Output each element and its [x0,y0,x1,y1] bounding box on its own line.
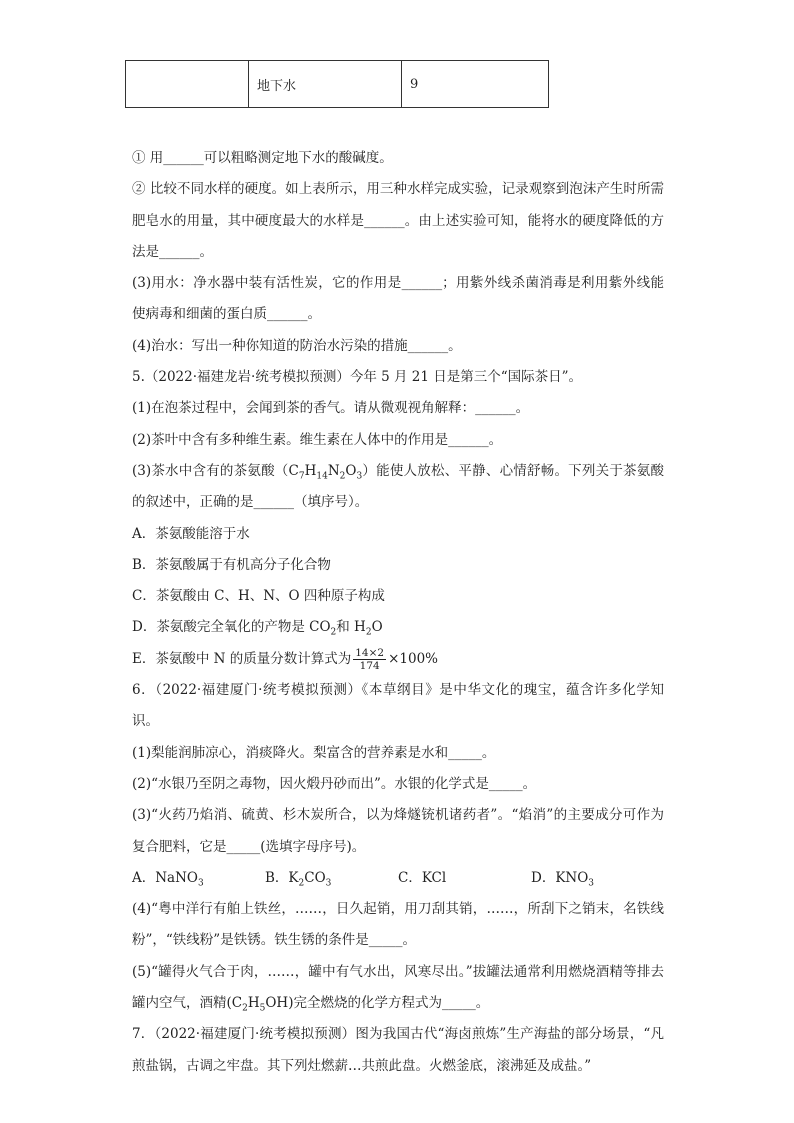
water-sample-table [125,60,549,108]
table-row [126,61,549,108]
q4-2-1: ① 用______可以粗略测定地下水的酸碱度。 [132,150,393,166]
q4-2-2: ② 比较不同水样的硬度。如上表所示，用三种水样完成实验，记录观察到泡沫产生时所需肥皂水的用量，其中硬度最大的水样是______。由上述实验可知，能将水的硬度降低的方法是______。 [132,181,664,260]
table-cell-value: 9 [402,61,549,108]
q5-option-a: A．茶氨酸能溶于水 [132,525,250,542]
q5-1: (1)在泡茶过程中，会闻到茶的香气。请从微观视角解释：______。 [132,400,530,417]
q5-2: (2)茶叶中含有多种维生素。维生素在人体中的作用是______。 [132,431,503,448]
q6-4: (4)“粤中洋行有舶上铁丝，……，日久起销，用刀刮其销，……，所刮下之销末，名铁线粉”，“铁线粉”是铁锈。铁生锈的条件是_____。 [132,901,664,949]
q6-2: (2)“水银乃至阴之毒物，因火煅丹砂而出”。水银的化学式是_____。 [132,775,537,792]
q5-option-c: C．茶氨酸由 C、H、N、O 四种原子构成 [132,588,385,605]
q4-3: (3)用水：净水器中装有活性炭，它的作用是______；用紫外线杀菌消毒是利用紫外线能使病毒和细菌的蛋白质______。 [132,275,664,323]
table-cell [126,61,249,108]
q5-option-b: B．茶氨酸属于有机高分子化合物 [132,556,331,573]
q6-1: (1)梨能润肺凉心，消痰降火。梨富含的营养素是水和_____。 [132,744,496,761]
q5-3: (3)茶水中含有的茶氨酸$(C_7H_{14}N_2O_3)$能使人放松、平静、心情舒畅。下列关于茶氨酸的叙述中，正确的是______（填序号）。 [132,462,664,511]
q6-option-b: B．$K_2CO_3$ [265,869,332,889]
q5-head: 5.（2022·福建龙岩·统考模拟预测）今年 5 月 21 日是第三个“国际茶日”。 [132,369,583,386]
fraction: $\frac{14\times 2}{174}$ [355,646,385,672]
q4-4: (4)治水：写出一种你知道的防治水污染的措施______。 [132,337,462,354]
q6-options [132,863,664,894]
q5-option-d: D．茶氨酸完全氧化的产物是 $CO_2$和 $H_2O$ [132,619,383,639]
q6-head: 6．（2022·福建厦门·统考模拟预测）《本草纲目》是中华文化的瑰宝，蕴含许多化学知识。 [132,682,664,730]
q5-option-e: E．茶氨酸中 N 的质量分数计算式为 $\frac{14\times 2}{174}$ ×100% [132,646,439,672]
q6-option-d: D．$KNO_3$ [531,869,595,889]
q7: 7．（2022·福建厦门·统考模拟预测）图为我国古代“海卤煎炼”生产海盐的部分场景，“凡煎盐锅，古调之牢盘。其下列灶燃薪…共煎此盘。火燃釜底，滚沸延及成盐。” [132,1026,664,1074]
table-cell-sample: 地下水 [249,61,402,108]
q6-option-c: C．KCl [398,869,447,886]
q6-5: (5)“罐得火气合于肉，……，罐中有气水出，风寒尽出。”拔罐法通常利用燃烧酒精等排去罐内空气，酒精$(C_2H_5OH)$完全燃烧的化学方程式为_____。 [132,963,664,1014]
q6-option-a: A．NaNO$_3$ [132,869,204,889]
q6-3: (3)“火药乃焰消、硫黄、杉木炭所合，以为烽燧铳机诸药者”。“焰消”的主要成分可作为复合肥料，它是_____(选填字母序号)。 [132,807,664,855]
question-content [132,143,664,1082]
